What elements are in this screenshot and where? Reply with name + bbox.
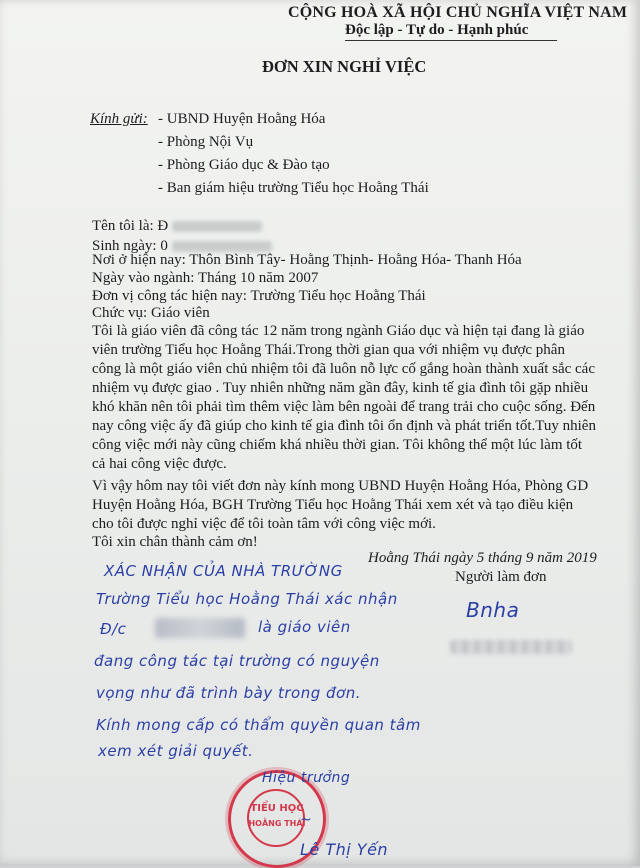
- redacted-name: [172, 221, 262, 232]
- name-field: [92, 218, 262, 235]
- handwritten-line: đang công tác tại trường có nguyện: [94, 652, 380, 670]
- seal-text: HOẰNG THÁI: [248, 819, 306, 828]
- applicant-signature: Bnha: [466, 598, 520, 622]
- body-line: nay công việc ấy đã giúp cho kinh tế gia đình tôi ổn định và phát triển tốt.Tuy nhiên: [92, 418, 596, 434]
- motto-underline: [345, 40, 557, 41]
- handwritten-heading: XÁC NHẬN CỦA NHÀ TRƯỜNG: [104, 562, 343, 580]
- body-line: công việc mới này cũng chiếm khá nhiều thời gian. Tôi không thể một lúc làm tốt: [92, 437, 583, 453]
- redacted-dob: [172, 241, 272, 252]
- handwritten-line: vọng như đã trình bày trong đơn.: [96, 684, 361, 702]
- handwritten-line: là giáo viên: [258, 618, 351, 636]
- body-line: viên trường Tiểu học Hoằng Thái.Trong thời gian qua với nhiệm vụ được phân: [92, 342, 565, 358]
- dob-label: Sinh ngày: 0: [92, 238, 168, 254]
- body-line: cả hai công việc được.: [92, 456, 227, 472]
- work-unit-line: Đơn vị công tác hiện nay: Trường Tiểu học Hoằng Thái: [92, 288, 426, 304]
- handwritten-line: xem xét giải quyết.: [98, 742, 254, 760]
- body-paragraph-2: [92, 477, 602, 534]
- body-line: Tôi là giáo viên đã công tác 12 năm trong ngành Giáo dục và hiện tại đang là giáo: [92, 323, 585, 339]
- seal-inner-ring: [247, 789, 305, 847]
- principal-title: Hiệu trưởng: [262, 770, 351, 786]
- handwritten-line: Trường Tiểu học Hoằng Thái xác nhận: [96, 590, 398, 608]
- principal-name: Lê Thị Yến: [300, 840, 389, 859]
- name-label: Tên tôi là: Đ: [92, 218, 169, 234]
- nation-header: CỘNG HOÀ XÃ HỘI CHỦ NGHĨA VIỆT NAM: [288, 4, 628, 21]
- body-line: cho tôi được nghỉ việc để tôi toàn tâm với công việc mới.: [92, 516, 436, 532]
- redacted-handwritten-name: [155, 618, 245, 638]
- recipient-4: - Ban giám hiệu trường Tiểu học Hoằng Thái: [158, 180, 429, 196]
- body-line: Huyện Hoằng Hóa, BGH Trường Tiểu học Hoằng Thái xem xét và tạo điều kiện: [92, 497, 574, 513]
- redacted-applicant-name: [450, 640, 572, 654]
- seal-text: TIỂU HỌC: [250, 803, 304, 814]
- motto-header: Độc lập - Tự do - Hạnh phúc: [345, 22, 529, 38]
- recipient-2: - Phòng Nội Vụ: [158, 134, 254, 150]
- handwritten-line: Kính mong cấp có thẩm quyền quan tâm: [96, 716, 421, 734]
- body-line: công là một giáo viên chủ nhiệm tôi đã luôn nỗ lực cố gắng hoàn thành xuất sắc các: [92, 361, 595, 377]
- kinh-gui-label: Kính gửi:: [90, 111, 148, 127]
- position-line: Chức vụ: Giáo viên: [92, 305, 210, 321]
- body-line: khó khăn nên tôi phải tìm thêm việc làm bên ngoài để trang trải cho cuộc sống. Đến: [92, 399, 596, 415]
- handwritten-line: Đ/c: [100, 620, 127, 638]
- body-line: Vì vậy hôm nay tôi viết đơn này kính mong UBND Huyện Hoằng Hóa, Phòng GD: [92, 478, 589, 494]
- body-line: nhiệm vụ được giao . Tuy nhiên những năm gần đây, kinh tế gia đình tôi gặp nhiều: [92, 380, 589, 396]
- document-title: ĐƠN XIN NGHỈ VIỆC: [262, 57, 427, 76]
- place-date: Hoằng Thái ngày 5 tháng 9 năm 2019: [368, 550, 597, 566]
- address-line: Nơi ở hiện nay: Thôn Bình Tây- Hoằng Thịnh- Hoằng Hóa- Thanh Hóa: [92, 252, 522, 268]
- body-paragraph-1: [92, 322, 602, 474]
- signer-label: Người làm đơn: [455, 569, 547, 585]
- start-date-line: Ngày vào ngành: Tháng 10 năm 2007: [92, 270, 319, 286]
- recipient-3: - Phòng Giáo dục & Đào tạo: [158, 157, 330, 173]
- thanks-line: Tôi xin chân thành cảm ơn!: [92, 534, 258, 550]
- recipient-1: - UBND Huyện Hoằng Hóa: [158, 111, 326, 127]
- principal-signature: ~: [300, 812, 313, 828]
